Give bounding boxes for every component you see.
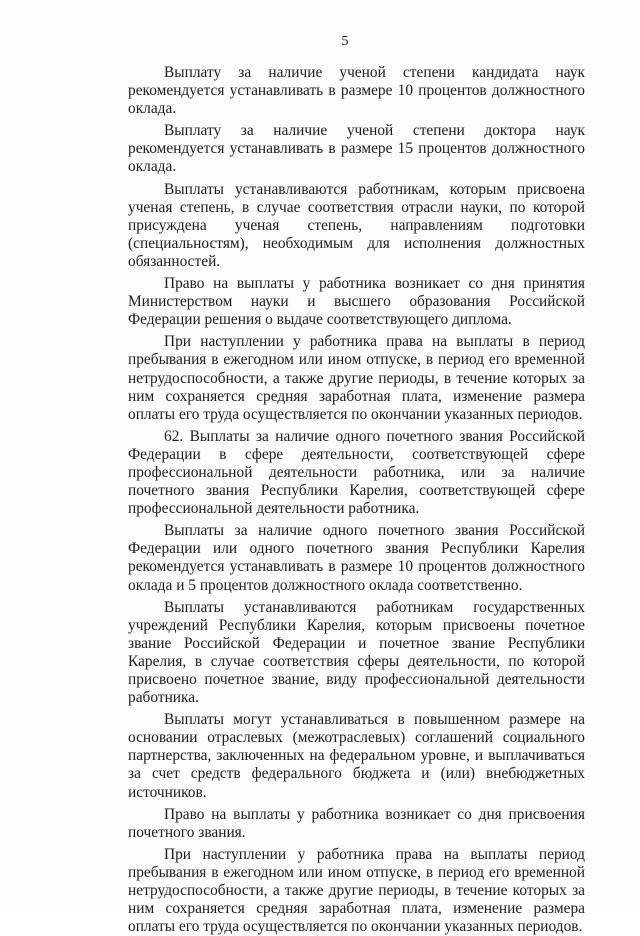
paragraph: Выплаты устанавливаются работникам государственных учреждений Республики Карелия, которым присвоены почетное звание Российской Федерации и почетное звание Республики Карелия, в случае соответствия сферы деятельности, по которой присвоено почетное звание, виду профессиональной деятельности работника. [128,598,585,707]
paragraph: Выплату за наличие ученой степени кандидата наук рекомендуется устанавливать в размере 10 процентов должностного оклада. [128,64,585,118]
paragraph: Выплату за наличие ученой степени доктора наук рекомендуется устанавливать в размере 15 процентов должностного оклада. [128,122,585,176]
page-number: 5 [341,34,349,49]
paragraph: При наступлении у работника права на выплаты в период пребывания в ежегодном или ином отпуске, в период его временной нетрудоспособности, а также другие периоды, в течение которых за ним сохраняется средняя заработная плата, изменение размера оплаты его труда осуществляется по окончании указанных периодов. [128,333,585,423]
paragraph: Выплаты могут устанавливаться в повышенном размере на основании отраслевых (межотраслевых) соглашений социального партнерства, заключенных на федеральном уровне, и выплачиваться за счет средств федерального бюджета и (или) внебюджетных источников. [128,711,585,801]
paragraph: При наступлении у работника права на выплаты период пребывания в ежегодном или ином отпуске, в период его временной нетрудоспособности, а также другие периоды, в течение которых за ним сохраняется средняя заработная плата, изменение размера оплаты его труда осуществляется по окончании указанных периодов. [128,845,585,936]
document-body [128,64,585,936]
paragraph: Выплаты устанавливаются работникам, которым присвоена ученая степень, в случае соответствия отрасли науки, по которой присуждена ученая степень, направлениям подготовки (специальностям), необходимым для исполнения должностных обязанностей. [128,180,585,270]
paragraph: Право на выплаты у работника возникает со дня принятия Министерством науки и высшего образования Российской Федерации решения о выдаче соответствующего диплома. [128,275,585,329]
paragraph: Выплаты за наличие одного почетного звания Российской Федерации или одного почетного звания Республики Карелия рекомендуется устанавливать в размере 10 процентов должностного оклада и 5 процентов должностного оклада соответственно. [128,522,585,594]
paragraph: 62. Выплаты за наличие одного почетного звания Российской Федерации в сфере деятельности, соответствующей сфере профессиональной деятельности работника, или за наличие почетного звания Республики Карелия, соответствующей сфере профессиональной деятельности работника. [128,427,585,518]
paragraph: Право на выплаты у работника возникает со дня присвоения почетного звания. [128,805,585,841]
